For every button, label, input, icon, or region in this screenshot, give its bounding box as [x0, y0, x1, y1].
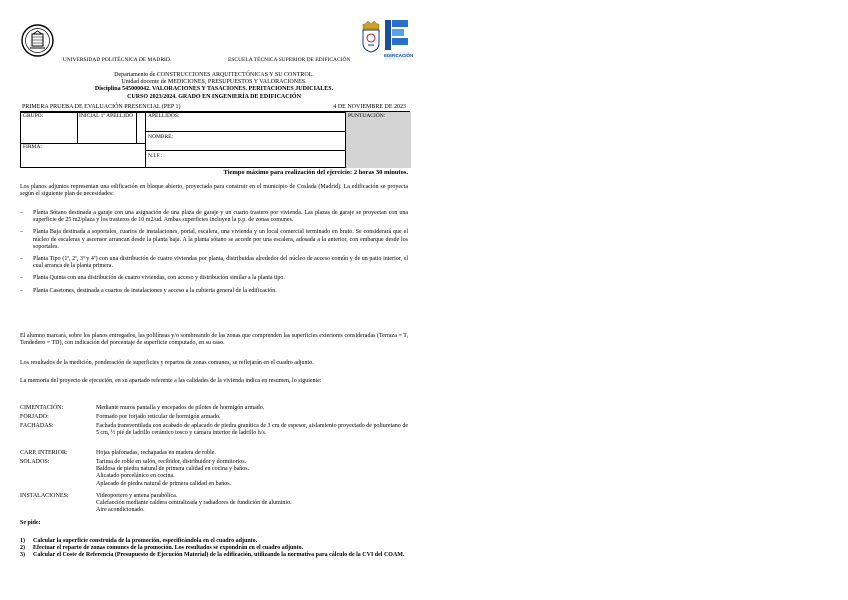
spec-line: Calefacción mediante caldera centralizada y radiadores de fundición de aluminio.	[96, 500, 292, 507]
spec-value	[96, 493, 408, 515]
apellidos-field[interactable]: APELLIDOS:	[148, 113, 180, 119]
nif-field[interactable]: N.I.F.:	[148, 153, 163, 159]
nombre-field[interactable]: NOMBRE:	[148, 134, 174, 140]
student-id-table	[20, 111, 410, 168]
task-item	[20, 538, 408, 545]
spec-value: Hojas plafonadas, rechapadas en madera de roble.	[96, 450, 216, 456]
spec-key: FORJADO:	[20, 414, 49, 420]
spec-value: Formado por forjado reticular de hormigón armado.	[96, 414, 221, 420]
se-pide-heading: Se pide:	[20, 520, 41, 526]
spec-key: SOLADOS:	[20, 459, 50, 465]
need-item: – Planta Baja destinada a soportales, cuartos de instalaciones, portal, escalera, una vivienda y un local comercial terminado en bruto. Se considerará que el núcleo de escaleras y ascensor arrancan desde la planta baja. A la planta sótano se accede por una escalera, adosada a la anterior, con embarque desde los soportales.	[20, 229, 408, 251]
grupo-field[interactable]: GRUPO:	[23, 113, 44, 119]
memoria-paragraph: La memoria del proyecto de ejecución, en su apartado referente a las calidades de la vivienda indica en resumen, lo siguiente:	[20, 378, 322, 384]
discipline-line: Disciplina 545000042. VALORACIONES Y TASACIONES. PERITACIONES JUDICIALES.	[94, 86, 334, 93]
need-item: – Planta Sótano destinada a garaje con una asignación de una plaza de garaje y un cuarto trastero por vivienda. Las plazas de garaje se proyectan con una superficie de 25 m2/plaza y los trasteros de 10 m2/ud. Ambas superficies incluyen la p.p. de zonas comunes.	[20, 210, 408, 224]
need-item: – Planta Quinta con una distribución de cuatro viviendas, con acceso y distribución similar a la planta tipo.	[20, 275, 408, 282]
crest-icon	[363, 21, 379, 52]
score-box	[345, 112, 411, 168]
school-name: ESCUELA TÉCNICA SUPERIOR DE EDIFICACIÓN	[228, 57, 351, 63]
spec-line: Alicatado porcelánico en cocina.	[96, 473, 175, 480]
marking-paragraph: El alumno marcará, sobre los planos entregados, las polilíneas y/o sombreando de las zonas que comprenden las superficies exteriores consideradas (Terraza = T, Tendedero = TD), con indicación del porcentaje de superficie computado, en su caso.	[20, 333, 408, 347]
spec-value: Mediante muros pantalla y encepados de pilotes de hormigón armado.	[96, 405, 265, 411]
inicial-field[interactable]: INICIAL 1º APELLIDO	[79, 113, 134, 119]
task-number: 2)	[20, 545, 25, 552]
spec-value	[96, 459, 408, 488]
spec-line: Aire acondicionado.	[96, 507, 145, 514]
spec-line: Baldosa de piedra natural de primera calidad en cocina y baños.	[96, 466, 250, 473]
university-name: UNIVERSIDAD POLITÉCNICA DE MADRID.	[62, 57, 172, 63]
spec-line: Aplacado de piedra natural de primera calidad en baños.	[96, 480, 232, 487]
task-number: 3)	[20, 552, 25, 559]
department-line: Departamento de CONSTRUCCIONES ARQUITECTÓNICAS Y SU CONTROL.	[114, 72, 314, 78]
task-number: 1)	[20, 538, 25, 544]
task-item	[20, 552, 408, 559]
unit-line: Unidad docente de MEDICIONES, PRESUPUESTOS Y VALORACIONES.	[121, 79, 307, 86]
need-item: – Planta Casetones, destinada a cuartos de instalaciones y acceso a la cubierta general de la edificación.	[20, 288, 408, 295]
puntuacion-label: PUNTUACIÓN:	[348, 113, 386, 119]
task-text: Efectuar el reparto de zonas comunes de la promoción. Los resultados se expondrán en el cuadro adjunto.	[33, 545, 304, 552]
department-block	[20, 72, 408, 101]
edificacion-logo-text: EDIFICACIÓN	[384, 53, 414, 58]
need-item: – Planta Tipo (1ª, 2ª, 3ª y 4ª) con una distribución de cuatro viviendas por planta, distribuidas alrededor del núcleo de acceso común y de un patio interior, el cual arranca de la planta primera.	[20, 256, 408, 270]
spec-line: Videoportero y antena parabólica.	[96, 493, 178, 499]
tasks-list	[20, 538, 408, 560]
exam-date: 4 DE NOVIEMBRE DE 2023	[333, 104, 406, 110]
spec-line: Tarima de roble en salón, recibidor, distribuidor y dormitorios.	[96, 459, 247, 465]
time-limit: Tiempo máximo para realización del ejercicio: 2 horas 30 minutos.	[223, 169, 408, 176]
results-paragraph: Los resultados de la medición, ponderación de superficies y repartos de zonas comunes, se reflejarán en el cuadro adjunto.	[20, 360, 314, 366]
task-text: Calcular el Coste de Referencia (Presupuesto de Ejecución Material) de la edificación, utilizando la normativa para cálculo de la CVI del COAM.	[33, 552, 405, 559]
spec-key: INSTALACIONES:	[20, 493, 69, 499]
spec-key: FACHADAS:	[20, 423, 54, 429]
spec-key: CIMENTACIÓN:	[20, 405, 64, 411]
school-logos	[360, 18, 414, 62]
exam-title: PRIMERA PRUEBA DE EVALUACIÓN PRESENCIAL (PEP 1)	[22, 104, 181, 110]
spec-value: Fachada transventilada con acabado de aplacado de piedra granítica de 3 cm de espesor, aislamiento proyectado de poliuretano de 5 cm, ½ pié de ladrillo cerámico tosco y cámara interior de ladrillo h/s.	[96, 423, 408, 437]
upm-crest-icon	[21, 24, 54, 57]
course-line: CURSO 2023/2024. GRADO EN INGENIERÍA DE EDIFICACIÓN	[127, 93, 301, 100]
needs-list	[20, 210, 408, 300]
intro-paragraph: Los planos adjuntos representan una edificación en bloque abierto, proyectada para construir en el municipio de Coslada (Madrid). La edificación se proyecta según el siguiente plan de necesidades:	[20, 184, 408, 198]
firma-field[interactable]: FIRMA:	[23, 144, 42, 150]
spec-key: CARP. INTERIOR:	[20, 450, 68, 456]
task-text: Calcular la superficie construida de la promoción, especificándola en el cuadro adjunto.	[33, 538, 258, 544]
